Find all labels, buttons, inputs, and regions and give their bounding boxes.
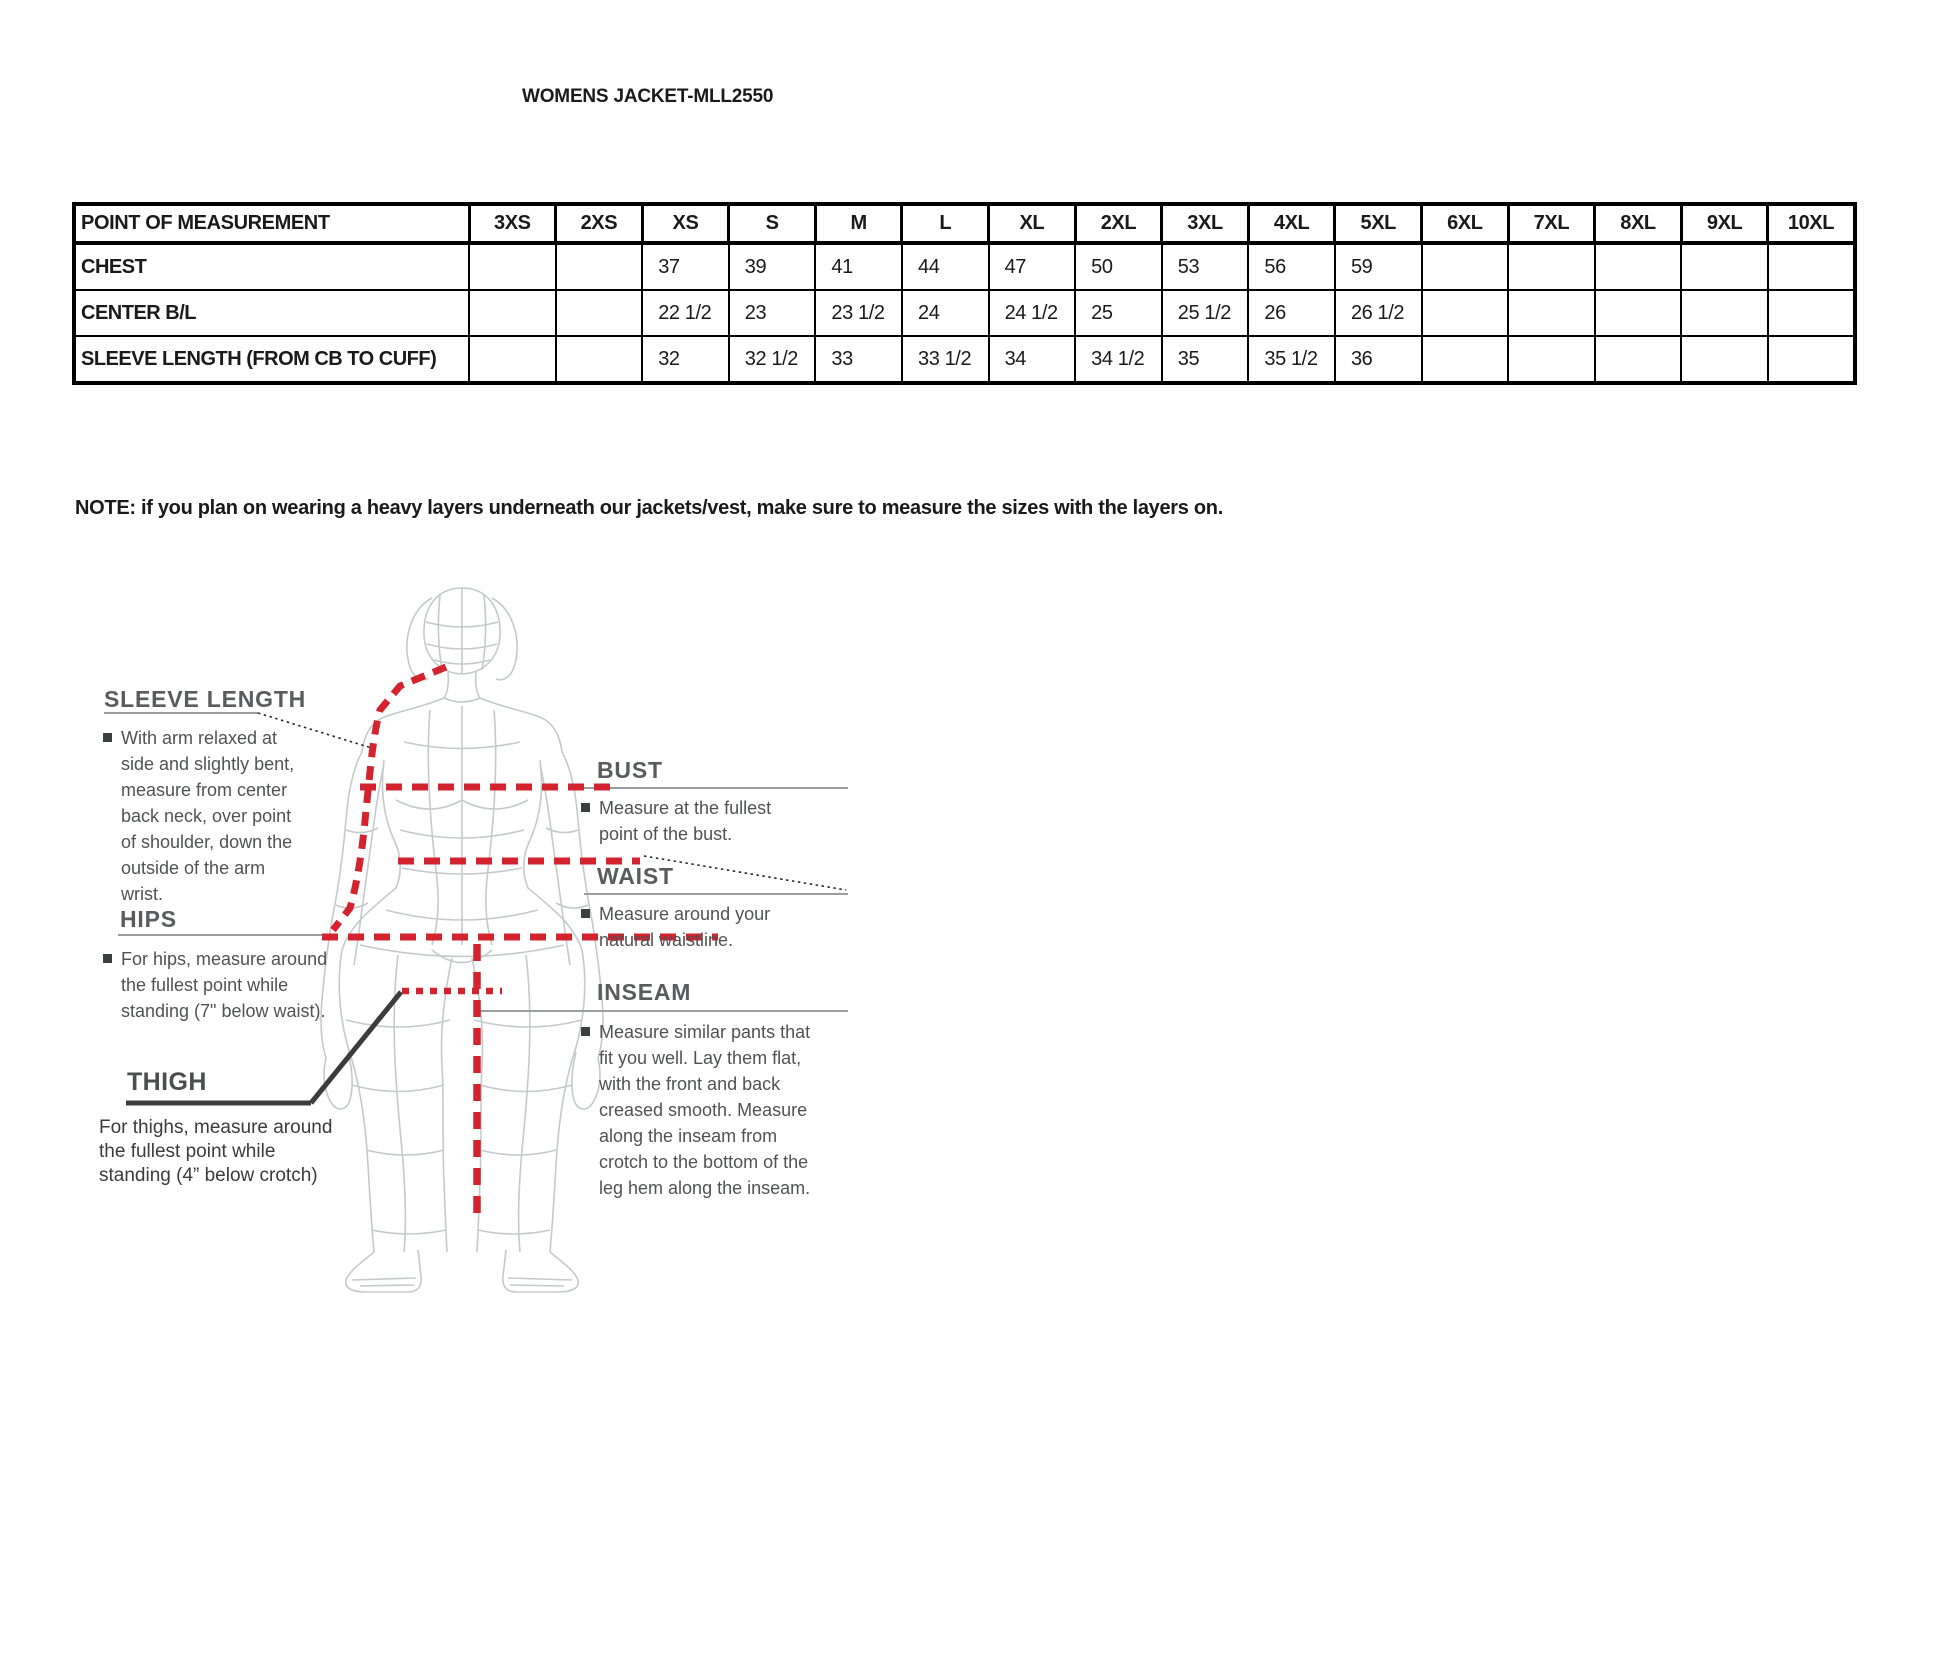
bullet-square-icon (581, 1027, 590, 1036)
row-label-cell: SLEEVE LENGTH (FROM CB TO CUFF) (74, 336, 469, 383)
thigh-heading: THIGH (127, 1068, 207, 1096)
size-column-header: 6XL (1422, 204, 1509, 243)
value-cell: 22 1/2 (642, 290, 729, 336)
value-cell: 34 1/2 (1075, 336, 1162, 383)
inseam-note-text: Measure similar pants that fit you well. Lay them flat, with the front and back creased smooth. Measure along the inseam from crotch to the bottom of the leg hem along the inseam. (599, 1022, 811, 1198)
value-cell: 41 (815, 243, 902, 290)
size-column-header: XS (642, 204, 729, 243)
row-label-cell: CHEST (74, 243, 469, 290)
size-column-header: L (902, 204, 989, 243)
value-cell: 24 (902, 290, 989, 336)
size-column-header: 3XS (469, 204, 556, 243)
sleeve-length-note (103, 725, 299, 907)
value-cell: 35 1/2 (1248, 336, 1335, 383)
bust-note-text: Measure at the fullest point of the bust. (599, 798, 772, 844)
value-cell: 44 (902, 243, 989, 290)
size-column-header: XL (989, 204, 1076, 243)
bullet-square-icon (103, 954, 112, 963)
size-column-header: 5XL (1335, 204, 1422, 243)
size-column-header: 2XL (1075, 204, 1162, 243)
value-cell: 25 1/2 (1162, 290, 1249, 336)
value-cell: 47 (989, 243, 1076, 290)
value-cell: 34 (989, 336, 1076, 383)
bullet-square-icon (581, 803, 590, 812)
page-title: WOMENS JACKET-MLL2550 (522, 86, 774, 107)
value-cell: 36 (1335, 336, 1422, 383)
size-column-header: 10XL (1768, 204, 1855, 243)
thigh-note (99, 1116, 349, 1188)
value-cell: 50 (1075, 243, 1162, 290)
inseam-heading: INSEAM (597, 979, 692, 1005)
size-column-header: 3XL (1162, 204, 1249, 243)
hips-heading: HIPS (120, 906, 177, 932)
thigh-note-text: For thighs, measure around the fullest point while standing (4” below crotch) (99, 1117, 333, 1186)
size-column-header: 2XS (556, 204, 643, 243)
note-text: NOTE: if you plan on wearing a heavy layers underneath our jackets/vest, make sure to measure the sizes with the layers on. (75, 497, 1223, 519)
size-column-header: S (729, 204, 816, 243)
bust-heading: BUST (597, 757, 663, 783)
size-column-header: 8XL (1595, 204, 1682, 243)
value-cell: 39 (729, 243, 816, 290)
hips-note-text: For hips, measure around the fullest point while standing (7" below waist). (121, 949, 328, 1021)
value-cell: 33 1/2 (902, 336, 989, 383)
sleeve-length-heading: SLEEVE LENGTH (104, 686, 307, 712)
size-column-header: 4XL (1248, 204, 1335, 243)
size-column-header: 7XL (1508, 204, 1595, 243)
value-cell: 32 (642, 336, 729, 383)
value-cell: 23 1/2 (815, 290, 902, 336)
bullet-square-icon (103, 733, 112, 742)
sleeve-length-note-text: With arm relaxed at side and slightly bent, measure from center back neck, over point of shoulder, down the outside of the arm wrist. (121, 728, 295, 904)
value-cell: 26 (1248, 290, 1335, 336)
label-column-header: POINT OF MEASUREMENT (74, 204, 469, 243)
value-cell: 24 1/2 (989, 290, 1076, 336)
size-column-header: M (815, 204, 902, 243)
value-cell: 59 (1335, 243, 1422, 290)
size-column-header: 9XL (1681, 204, 1768, 243)
bullet-square-icon (581, 909, 590, 918)
value-cell: 37 (642, 243, 729, 290)
value-cell: 32 1/2 (729, 336, 816, 383)
value-cell: 35 (1162, 336, 1249, 383)
row-label-cell: CENTER B/L (74, 290, 469, 336)
bust-note (581, 795, 786, 847)
value-cell: 23 (729, 290, 816, 336)
waist-note (581, 901, 781, 953)
waist-note-text: Measure around your natural waistline. (599, 904, 771, 950)
waist-heading: WAIST (597, 863, 674, 889)
waist-leader-line (644, 856, 846, 890)
value-cell: 56 (1248, 243, 1335, 290)
value-cell: 33 (815, 336, 902, 383)
value-cell: 25 (1075, 290, 1162, 336)
hips-note (103, 946, 328, 1024)
value-cell: 53 (1162, 243, 1249, 290)
inseam-note (581, 1019, 816, 1201)
value-cell: 26 1/2 (1335, 290, 1422, 336)
